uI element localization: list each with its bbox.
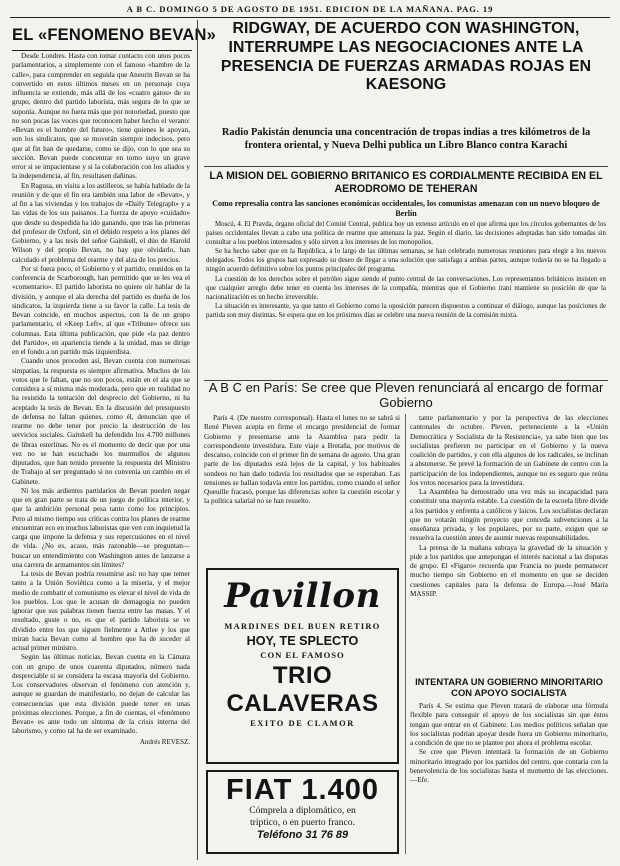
continuation-paragraph: tante parlamentario y por la perspectiva de las elecciones cantonales de octubre. Pleven, perteneciente a la «Unión Democrática y Socialista de la Resistencia», ya sabe bien que los socialistas prefieren no participar en el Gobierno y la nueva coalición de partidos, y con ella algunos de los radicales, se inclinan a abstenerse. Se prevé la formación de un Gabinete de centro con la participación de los independientes, aunque no es seguro que reúna los votos necesarios para la investidura. [410, 414, 608, 487]
column-rule [405, 414, 406, 854]
continuation-paragraph: La Asamblea ha demostrado una vez más su incapacidad para constituir una mayoría estable. La cuestión de la escuela libre divide a los partidos y enfrenta a católicos y laicos. Los socialistas declaran que no votarán ningún proyecto que conceda subvenciones a la enseñanza privada, y los populares, por su parte, exigen que se resuelva la cuestión antes de asumir nuevas responsabilidades. [410, 488, 608, 543]
mision-headline: LA MISION DEL GOBIERNO BRITANICO ES CORDIALMENTE RECIBIDA EN EL AERODROMO DE TEHERAN [209, 170, 603, 195]
continuation-paragraph: La prensa de la mañana subraya la gravedad de la situación y pide a los partidos que antepongan el interés nacional a las disputas de grupo. El «Figaro» recuerda que Francia no puede permanecer mucho tiempo sin Gobierno en el momento en que se deciden cuestiones capitales para la defensa de Europa.—José María MASSIP. [410, 543, 608, 598]
left-paragraph: Cuando unos proceden así, Bevan cuenta con numerosas simpatías, la respuesta es siempre afirmativa. Muchos de los votos que le faltan, que no son pocos, están en el ala que se considera a sí misma más moderada, pero que en realidad no ha resistido la tentación del desprecio del Gobierno, ni ha aceptado la tesis de Bevan. En la discusión del presupuesto de defensa no faltan quienes, como él, denuncian que el rearme no debe tener por precio la destrucción de los servicios sociales. Gaitskell ha defendido los 4.700 millones de libras esterlinas. No es el momento de decir que por una vez no se han escuchado los murmullos de algunos diputados, que han tenido presente la respuesta del Ministro de Trabajo al ser preguntado si no convenía un cambio en el Gabinete. [12, 357, 190, 486]
paris-paragraph: París 4. (De nuestro corresponsal). Hasta el lunes no se sabrá si René Pleven acepta en firme el encargo presidencial de formar Gobierno y presentarse ante la Asamblea para pedir la correspondiente investidura. Este viaje a Bretaña, por motivos de descanso, coincide con el primer fin de semana de agosto. Una gran parte de los diputados está lejos de la capital, y los habituales sondeos no han dado todavía los resultados que se esperaban. Las tensiones se hallan todavía entre los partidos, como cuando el señor Queuille fracasó, porque las diferencias sobre la cuestión escolar y la política salarial no se han resuelto. [204, 414, 400, 506]
mision-article [206, 220, 606, 380]
mision-paragraph: Se ha hecho saber que en la República, a lo largo de las últimas semanas, se han celebrado numerosas reuniones para elegir a los nuevos delegados. Todos los grupos han expresado su deseo de llegar a una solución que satisfaga a ambas partes, aunque todavía no se ha llegado a ningún acuerdo definitivo sobre los puntos principales del programa. [206, 248, 606, 274]
pavillon-line: MARDINES DEL BUEN RETIRO [224, 622, 381, 631]
mision-subhead: Como represalia contra las sanciones económicas occidentales, los comunistas amenazan con un nuevo bloqueo de Berlín [212, 199, 600, 218]
fiat-phone: Teléfono 31 76 89 [256, 829, 349, 841]
pavillon-line: HOY, TE SPLECTO [246, 634, 359, 648]
pavillon-advert [206, 568, 399, 764]
left-paragraph: Ni los más ardientes partidarios de Bevan pueden negar que en gran parte se trata de un juego de política interior, y que la ambición personal pesa tanto como los principios. Pero al mismo tiempo sus críticas contra los planes de rearme encuentran eco en muchos laboristas que ven con inquietud la carga que impone la defensa y sus repercusiones en el nivel de vida. ¿No es, acaso, más razonable—se preguntan—buscar un entendimiento con Washington antes de lanzarse a una carrera de armamentos sin límites? [12, 486, 190, 569]
pavillon-logo: Pavillon [224, 576, 381, 616]
left-paragraph: Desde Londres. Hasta con tomar contacto con unos pocos parlamentarios, a simplemente con el famoso «hambre de la calle», para comprender en seguida que Aneurin Bevan se ha convertido en estos últimos meses en un personaje cuya influencia se extiende, más allá de los «cuatro gatos» de su grupo, dentro del partido laborista, más segura de lo que se suponía. Aunque no fuera más que por notoriedad, puesto que no son pocas las voces que reconocen haber hecho el verano: «Bevan es el hombre del futuro», tiene quienes le apoyan, son los sindicatos, que se moverán siempre indecisos, pero que al fin han de quedarse, como se dijo, con lo que sea su sección. Bevan puede concentrar en torno suyo un grave error si se impacientase y si la colaboración con los aliados y la independencia, al fin, resultasen dañinas. [12, 52, 190, 181]
fiat-line: tríptico, o en puerto franco. [250, 817, 355, 828]
section-rule [204, 166, 608, 167]
main-subhead: Radio Pakistán denuncia una concentración de tropas indias a tres kilómetros de la frontera oriental, y Nueva Delhi publica un Libro Blanco contra Karachi [221, 127, 591, 151]
pavillon-line: CON EL FAMOSO [260, 650, 345, 660]
left-paragraph: Por si fuera poco, el Gobierno y el partido, reunidos en la conferencia de Scarborough, han permitido que se les vea el «comentario». El partido laborista no quiere oír hablar de la división, y aunque el ala derecha del partido es dueña de los sindicatos, la izquierda tiene a su favor la calle. La tesis de Bevan coincide, en muchos aspectos, con la de un grupo parlamentario, el «Keep Left», al que «Tribune» ofrece sus columnas. Esta última publicación, que pide «la paz dentro del Partido», en apariencia tiende a la unidad, mas se dirige en el fondo a un partido más izquierdista. [12, 264, 190, 356]
left-paragraph: En Ragusa, en visita a los astilleros, se había hablado de la reunión y de que el fin era también una labor de «Bevan», y al fin a las viviendas y los trabajos de «Daily Telegraph» y a las vidas de los sus paisanos. La fuerza de apoyo «cuidado» que desde su despedida ha ido ganando, que tras las primeras del profesor de Oxford, sin el debido respeto a los planes del Gobierno, y a las tesis del señor Gaitskell, el dúo de Harold Wilson y del propio Bevan, no hay que olvidarlo, han calculado el problema del rearme y del alza de los precios. [12, 181, 190, 264]
intentara-headline: INTENTARA UN GOBIERNO MINORITARIO CON APOYO SOCIALISTA [415, 676, 603, 698]
pavillon-trio: TRIO CALAVERAS [226, 662, 379, 717]
pavillon-line: EXITO DE CLAMOR [250, 719, 355, 728]
left-signature: Andrés REVESZ. [139, 737, 190, 746]
left-paragraph: La tesis de Bevan podría resumirse así: no hay que temer tanto a la Unión Soviética como a la miseria, y el mejor medio de combatir el comunismo es elevar el nivel de vida de los pueblos. Los que le acusan de demagogia no pueden ignorar que sus palabras tienen fuerza entre las masas. Y el resultado, guste o no, es que el partido laborista se ve dividido entre los que siguen fielmente a Attlee y los que miran hacia Bevan como al hombre que ha de suceder al actual primer ministro. [12, 570, 190, 652]
paris-article [204, 414, 400, 564]
intentara-article [410, 702, 608, 860]
mision-paragraph: Moscú, 4. El Pravda, órgano oficial del Comité Central, publica hoy un extenso artículo en el que afirma que los círculos gobernantes de los países occidentales llevan a cabo una política de rearme que amenaza la paz. Según el diario, las decisiones adoptadas han sido tomadas sin consultar a los pueblos interesados y sólo sirven a los intereses de los monopolios. [206, 221, 606, 247]
column-rule [197, 20, 198, 860]
main-headline: RIDGWAY, DE ACUERDO CON WASHINGTON, INTERRUMPE LAS NEGOCIACIONES ANTE LA PRESENCIA DE FUERZAS ARMADAS ROJAS EN KAESONG [220, 20, 592, 94]
abc-paris-headline: A B C en París: Se cree que Pleven renunciará al encargo de formar Gobierno [208, 380, 604, 410]
top-rule [10, 17, 610, 18]
running-head: A B C. DOMINGO 5 DE AGOSTO DE 1951. EDICION DE LA MAÑANA. PAG. 19 [126, 4, 494, 14]
intentara-paragraph: Se cree que Pleven intentará la formación de un Gobierno minoritario integrado por los partidos del centro, que contaría con la benevolencia de los socialistas hasta el momento de las elecciones.—Efe. [410, 748, 608, 784]
left-article [12, 52, 190, 860]
left-paragraph: Según las últimas noticias, Bevan cuenta en la Cámara con un grupo de unos cuarenta diputados, número nada despreciable si se considera la escasa mayoría del Gobierno. Los conservadores observan el fenómeno con atención y, aunque se guardan de manifestarlo, no dejan de calcular las consecuencias que esta división puede tener en unas próximas elecciones. Porque, a fin de cuentas, el «fenómeno Bevan» es ante todo un síntoma de la crisis interna del laborismo, y como tal ha de ser examinado. [12, 653, 190, 736]
intentara-paragraph: París 4. Se estima que Pleven tratará de elaborar una fórmula flexible para conseguir el apoyo de los socialistas sin que éstos tengan que entrar en el Gabinete. Los medios políticos señalan que los socialistas podrían apoyar desde fuera un Gobierno minoritario, a condición de que no se plantee por ahora el problema escolar. [410, 702, 608, 747]
left-headline: EL «FENOMENO BEVAN» [12, 20, 192, 51]
mision-paragraph: La situación es interesante, ya que tanto el Gobierno como la oposición parecen dispuestos a continuar el diálogo, aunque las posiciones de partida son muy distintas. Se espera que en los próximos días se celebre una nueva reunión de la comisión mixta. [206, 302, 606, 319]
fiat-title: FIAT 1.400 [226, 774, 379, 806]
fiat-advert [206, 770, 399, 854]
fiat-line: Cómprela a diplomático, en [249, 805, 356, 816]
paris-continuation [410, 414, 608, 674]
mision-paragraph: La cuestión de los derechos sobre el petróleo sigue siendo el punto central de las conversaciones. Los representantes británicos insisten en que cualquier arreglo debe tener en cuenta los intereses de la compañía, mientras que el Gobierno iraní mantiene su posición de que la nacionalización es un hecho irreversible. [206, 275, 606, 301]
